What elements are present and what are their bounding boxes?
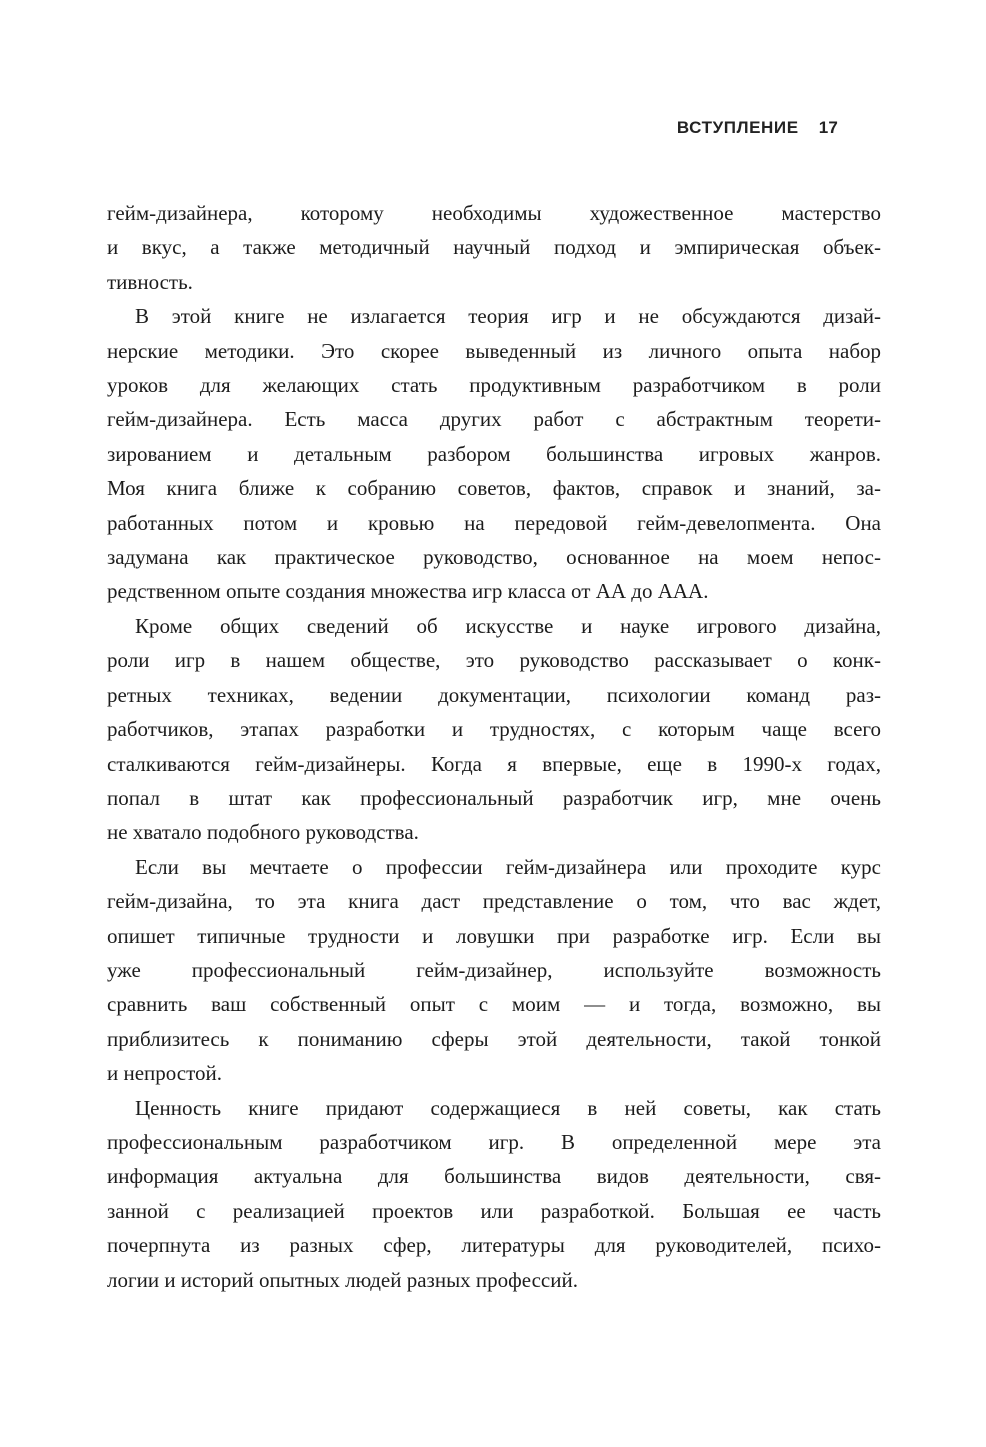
text-line: В этой книге не излагается теория игр и не обсуждаются дизай- [135, 304, 881, 329]
text-line: и непростой. [107, 1061, 223, 1086]
running-header [677, 118, 838, 138]
text-line: гейм-дизайнера. Есть масса других работ с абстрактным теорети- [107, 407, 881, 432]
text-line: тивность. [107, 269, 193, 294]
text-line: уроков для желающих стать продуктивным разработчиком в роли [107, 373, 881, 398]
text-line: сталкиваются гейм-дизайнеры. Когда я впервые, еще в 1990-х годах, [107, 751, 881, 776]
chapter-title: ВСТУПЛЕНИЕ [676, 118, 799, 137]
body-text [107, 196, 881, 1297]
page-number: 17 [818, 118, 838, 137]
text-line: Кроме общих сведений об искусстве и науке игрового дизайна, [135, 613, 881, 638]
text-line: сравнить ваш собственный опыт с моим — и тогда, возможно, вы [107, 992, 881, 1017]
text-line: зированием и детальным разбором большинства игровых жанров. [107, 441, 881, 466]
text-line: Моя книга ближе к собранию советов, фактов, справок и знаний, за- [107, 476, 881, 501]
paragraph [107, 850, 881, 1091]
text-line: работчиков, этапах разработки и трудностях, с которым чаще всего [107, 717, 881, 742]
text-line: задумана как практическое руководство, основанное на моем непос- [107, 545, 881, 570]
text-line: редственном опыте создания множества игр класса от АА до ААА. [107, 579, 709, 604]
text-line: информация актуальна для большинства видов деятельности, свя- [107, 1164, 881, 1189]
paragraph [107, 299, 881, 609]
text-line: гейм-дизайнера, которому необходимы художественное мастерство [107, 201, 881, 225]
text-line: профессиональным разработчиком игр. В определенной мере эта [107, 1129, 881, 1154]
text-line: занной с реализацией проектов или разработкой. Большая ее часть [107, 1198, 881, 1223]
text-line: почерпнута из разных сфер, литературы для руководителей, психо- [107, 1233, 881, 1258]
text-line: приблизитесь к пониманию сферы этой деятельности, такой тонкой [107, 1026, 881, 1051]
text-line: нерские методики. Это скорее выведенный из личного опыта набор [107, 338, 881, 363]
text-line: не хватало подобного руководства. [107, 820, 419, 845]
text-line: ретных техниках, ведении документации, психологии команд раз- [107, 682, 881, 707]
paragraph [107, 196, 881, 299]
text-line: работанных потом и кровью на передовой гейм-девелопмента. Она [107, 510, 881, 535]
text-line: логии и историй опытных людей разных профессий. [107, 1267, 578, 1292]
paragraph [107, 1091, 881, 1297]
text-line: и вкус, а также методичный научный подход и эмпирическая объек- [107, 235, 881, 260]
text-line: Ценность книге придают содержащиеся в ней советы, как стать [135, 1095, 881, 1120]
paragraph [107, 609, 881, 850]
text-line: попал в штат как профессиональный разработчик игр, мне очень [107, 785, 881, 810]
text-line: опишет типичные трудности и ловушки при разработке игр. Если вы [107, 923, 881, 948]
text-line: уже профессиональный гейм-дизайнер, используйте возможность [107, 957, 881, 982]
text-line: роли игр в нашем обществе, это руководство рассказывает о конк- [107, 648, 881, 673]
text-line: гейм-дизайна, то эта книга даст представление о том, что вас ждет, [107, 889, 881, 914]
text-line: Если вы мечтаете о профессии гейм-дизайнера или проходите курс [135, 854, 881, 879]
